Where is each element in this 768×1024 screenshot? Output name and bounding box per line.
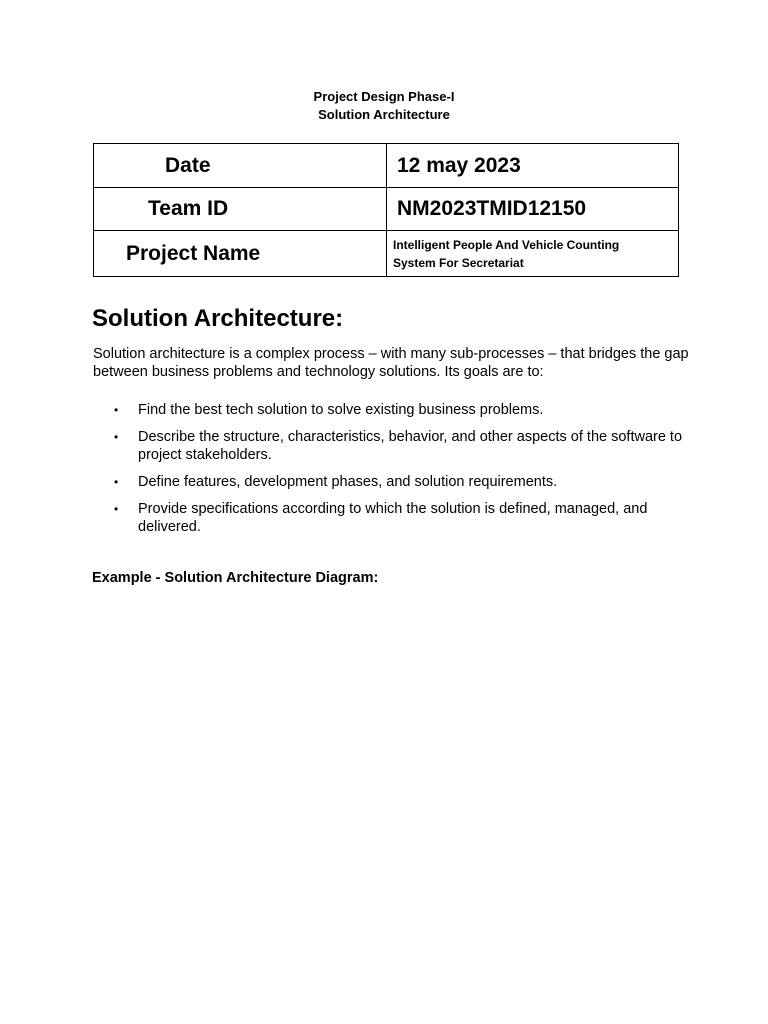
table-row-project-name xyxy=(94,231,679,277)
team-id-value-cell xyxy=(387,188,679,231)
list-item xyxy=(93,428,683,464)
example-diagram-heading: Example - Solution Architecture Diagram: xyxy=(92,570,379,586)
list-item xyxy=(93,401,683,419)
bullet-icon: • xyxy=(114,475,119,489)
date-value-cell xyxy=(387,144,679,188)
table-row-date xyxy=(94,144,679,188)
date-value: 12 may 2023 xyxy=(397,153,521,177)
list-item xyxy=(93,473,683,491)
project-info-table xyxy=(93,143,679,277)
goal-text: Describe the structure, characteristics, behavior, and other aspects of the software to project stakeholders. xyxy=(138,429,683,463)
goals-list xyxy=(93,401,683,545)
date-label: Date xyxy=(165,153,211,177)
document-title xyxy=(0,88,768,124)
team-id-value: NM2023TMID12150 xyxy=(397,197,587,220)
intro-paragraph: Solution architecture is a complex process – with many sub-processes – that bridges the gap between business problems and technology solutions. Its goals are to: xyxy=(93,346,689,380)
title-line-architecture: Solution Architecture xyxy=(318,107,450,122)
project-name-label: Project Name xyxy=(126,241,261,265)
team-id-label: Team ID xyxy=(148,197,229,220)
title-line-phase: Project Design Phase-I xyxy=(313,89,455,104)
project-name-value: Intelligent People And Vehicle Counting System For Secretariat xyxy=(393,237,620,270)
bullet-icon: • xyxy=(114,430,119,444)
list-item xyxy=(93,500,683,536)
project-name-label-cell xyxy=(94,231,387,277)
table-row-team-id xyxy=(94,188,679,231)
team-id-label-cell xyxy=(94,188,387,231)
goal-text: Find the best tech solution to solve existing business problems. xyxy=(138,402,544,418)
section-heading: Solution Architecture: xyxy=(92,305,344,332)
goal-text: Define features, development phases, and solution requirements. xyxy=(138,474,558,490)
project-name-value-cell xyxy=(387,231,679,277)
goal-text: Provide specifications according to which the solution is defined, managed, and delivered. xyxy=(138,501,648,535)
date-label-cell xyxy=(94,144,387,188)
bullet-icon: • xyxy=(114,502,119,516)
bullet-icon: • xyxy=(114,403,119,417)
